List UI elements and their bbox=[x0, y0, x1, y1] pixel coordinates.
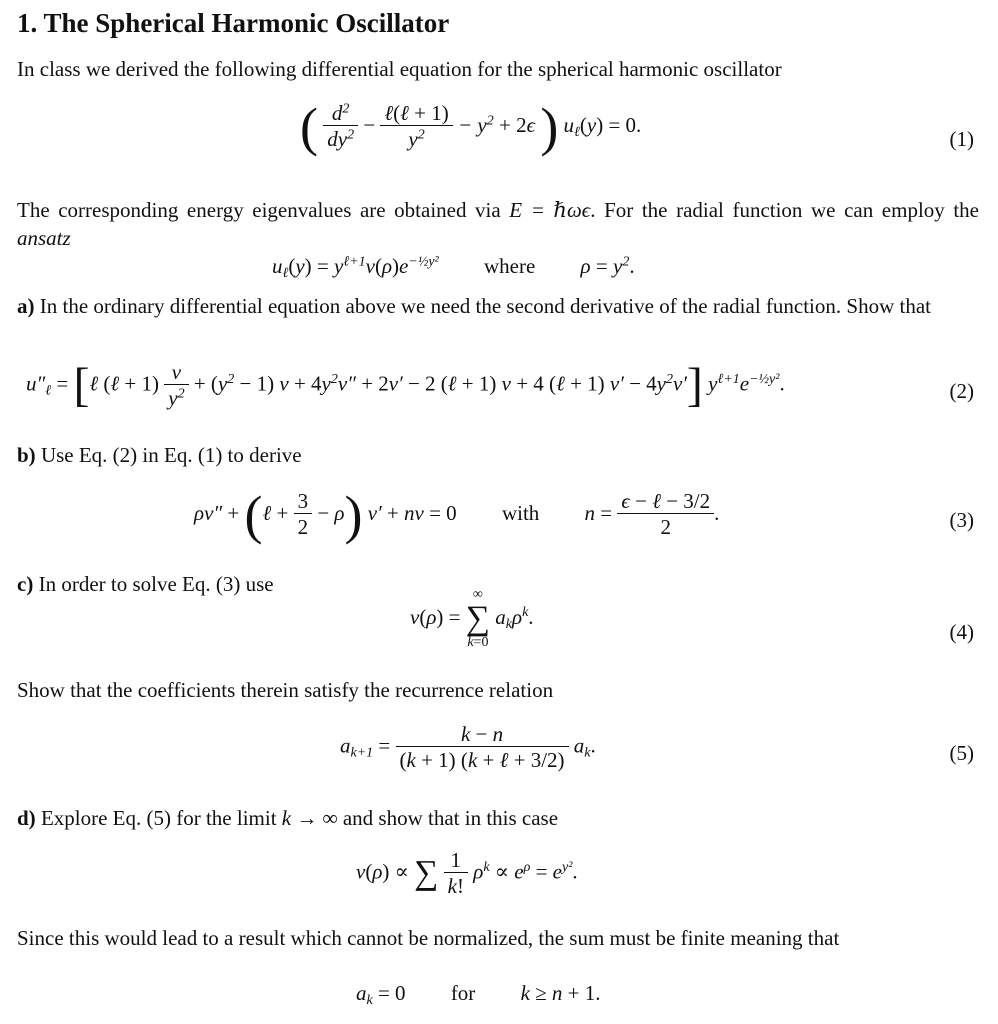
energy-paragraph: The corresponding energy eigenvalues are obtained via E = ℏωϵ. For the radial function we can employ the ansatz bbox=[17, 198, 980, 250]
part-a-text: a) In the ordinary differential equation above we need the second derivative of the radial function. Show that bbox=[17, 294, 931, 318]
where-word: where bbox=[483, 254, 536, 278]
ansatz-word: ansatz bbox=[17, 226, 71, 250]
ansatz-equation: $u_\ell(y) = y^{\ell+1}v(\rho)e^{-\frac{1}{2}y^2}$ where $\rho = y^2$. bbox=[272, 254, 635, 282]
equation-5-number: (5) bbox=[949, 741, 974, 765]
equation-3-number: (3) bbox=[949, 508, 974, 532]
part-b-text: b) Use Eq. (2) in Eq. (1) to derive bbox=[17, 443, 302, 467]
equation-1-number: (1) bbox=[949, 127, 974, 151]
intro-text: In class we derived the following differential equation for the spherical harmonic oscillator bbox=[17, 57, 782, 81]
for-word: for bbox=[450, 981, 476, 1005]
equation-4-number: (4) bbox=[949, 620, 974, 644]
part-d-text: d) Explore Eq. (5) for the limit k → ∞ and show that in this case bbox=[17, 806, 559, 830]
normalize-text: Since this would lead to a result which cannot be normalized, the sum must be finite meaning that bbox=[17, 926, 840, 950]
final-condition: $a_k = 0$ for k ≥ n + 1. bbox=[356, 981, 601, 1009]
part-c-text: c) In order to solve Eq. (3) use bbox=[17, 572, 274, 596]
limit-equation: v(ρ) ∝ ∑ $\frac{1}{k!}$ $\rho^k \propto e^\rho = e^{y^2}$. bbox=[356, 848, 578, 899]
with-word: with bbox=[501, 500, 540, 525]
recurrence-text: Show that the coefficients therein satisfy the recurrence relation bbox=[17, 678, 554, 702]
equation-2-number: (2) bbox=[949, 379, 974, 403]
page-title: 1. The Spherical Harmonic Oscillator bbox=[17, 8, 450, 38]
